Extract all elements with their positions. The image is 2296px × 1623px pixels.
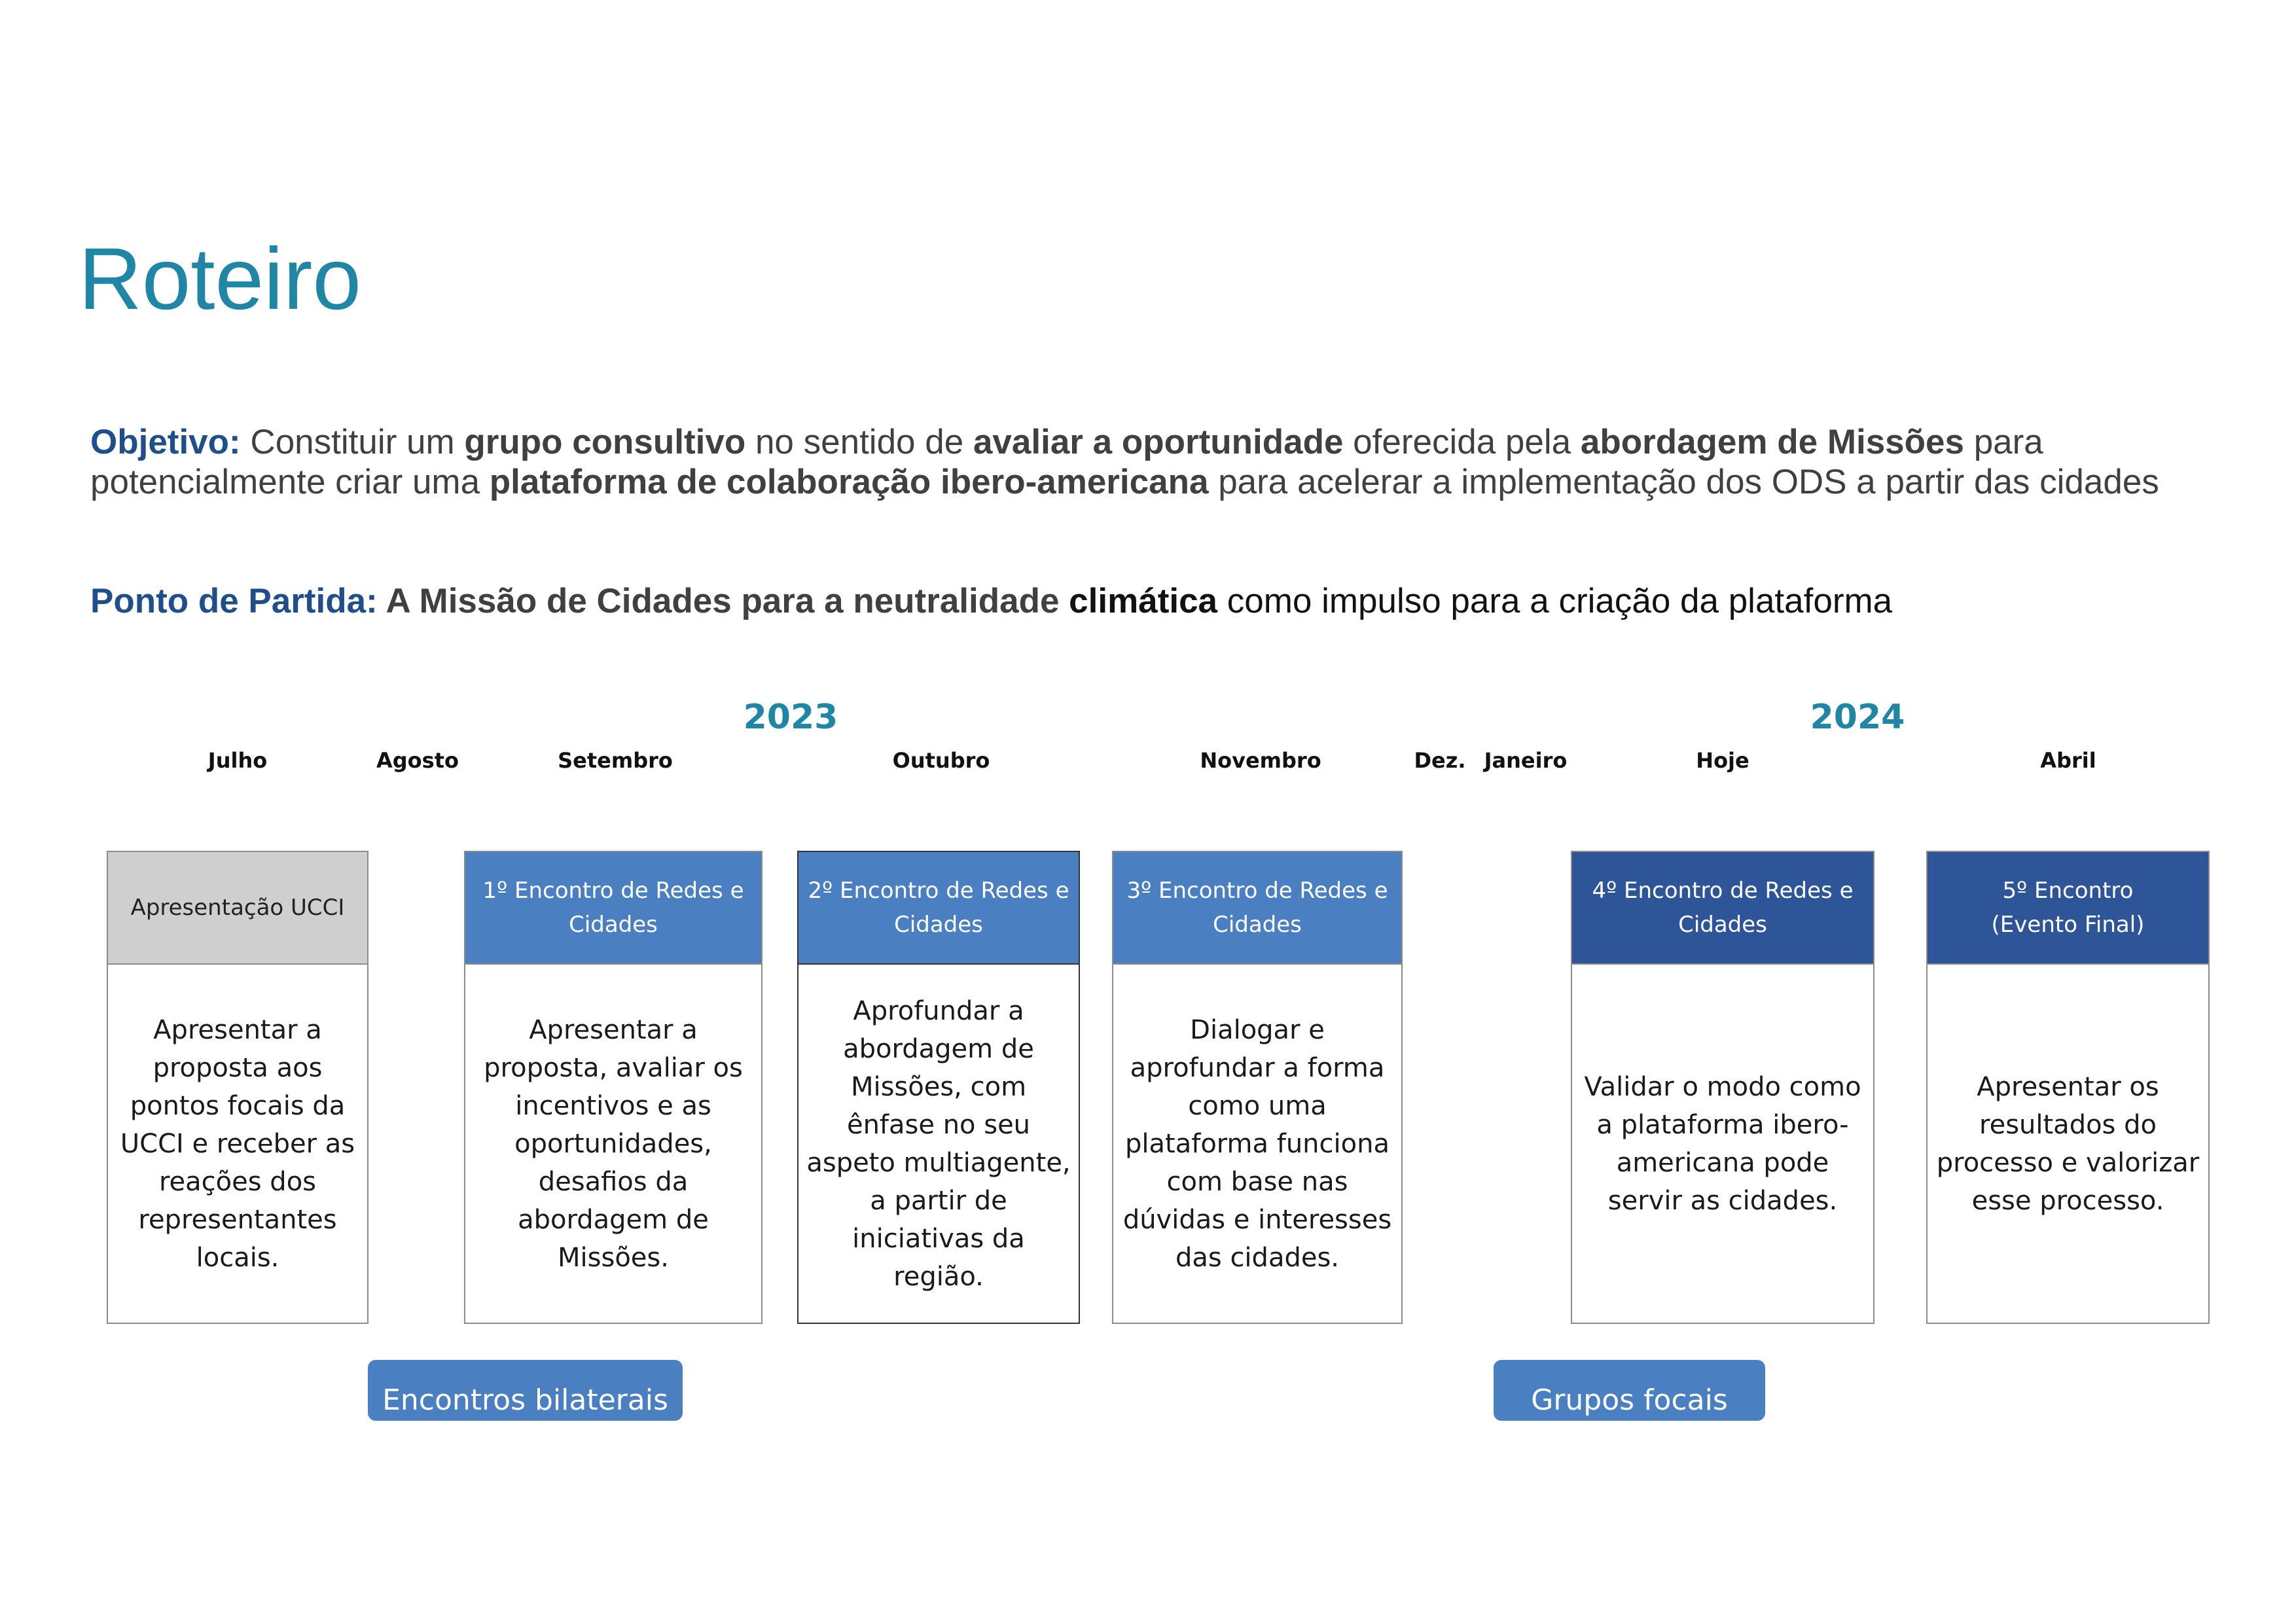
objective-bold: abordagem de Missões — [1580, 423, 1964, 461]
timeline-card-meeting-4 — [1571, 851, 1874, 1324]
card-header: 3º Encontro de Redes e Cidades — [1113, 852, 1401, 965]
starting-point-text: como impulso para a criação da plataforma — [1217, 582, 1893, 620]
page-title: Roteiro — [79, 230, 361, 328]
month-label: Abril — [2040, 748, 2096, 773]
month-label: Setembro — [558, 748, 673, 773]
card-header: 4º Encontro de Redes e Cidades — [1572, 852, 1873, 965]
bilateral-meetings-pill: Encontros bilaterais — [368, 1360, 683, 1421]
focus-groups-pill: Grupos focais — [1494, 1360, 1765, 1421]
objective-text: oferecida pela — [1343, 423, 1581, 461]
year-label-2023: 2023 — [743, 698, 838, 737]
starting-point-paragraph — [90, 581, 2224, 621]
month-label-today: Hoje — [1696, 748, 1749, 773]
card-body: Apresentar a proposta aos pontos focais da UCCI e receber as reações dos representantes locais. — [120, 1014, 355, 1273]
month-label: Julho — [207, 748, 268, 773]
card-header: 2º Encontro de Redes e Cidades — [798, 852, 1079, 965]
month-label: Novembro — [1200, 748, 1321, 773]
month-label: Outubro — [892, 748, 990, 773]
card-body: Aprofundar a abordagem de Missões, com ênfase no seu aspeto multiagente, a partir de iniciativas da região. — [806, 995, 1071, 1292]
starting-point-bold: A Missão de Cidades para a neutralidade — [377, 582, 1069, 620]
timeline-card-meeting-3 — [1112, 851, 1403, 1324]
month-label: Janeiro — [1484, 748, 1568, 773]
timeline-card-ucci — [107, 851, 368, 1324]
timeline-card-meeting-5 — [1926, 851, 2210, 1324]
objective-text: para potencialmente criar uma — [90, 423, 2043, 501]
objective-bold: plataforma de colaboração ibero-americana — [489, 463, 1209, 501]
card-header: 5º Encontro (Evento Final) — [1928, 852, 2208, 965]
card-header: Apresentação UCCI — [108, 852, 367, 965]
card-body: Dialogar e aprofundar a forma como uma plataforma funciona com base nas dúvidas e interesses das cidades. — [1122, 1014, 1392, 1273]
starting-point-emphasis: climática — [1069, 582, 1218, 620]
month-label: Dez. — [1414, 748, 1466, 773]
objective-bold: avaliar a oportunidade — [973, 423, 1344, 461]
card-body: Validar o modo como a plataforma ibero-americana pode servir as cidades. — [1584, 1071, 1861, 1216]
year-label-2024: 2024 — [1810, 698, 1905, 737]
card-header: 1º Encontro de Redes e Cidades — [465, 852, 761, 965]
card-body: Apresentar a proposta, avaliar os incentivos e as oportunidades, desafios da abordagem de Missões. — [484, 1014, 743, 1273]
objective-text: Constituir um — [240, 423, 465, 461]
timeline-card-meeting-1 — [464, 851, 762, 1324]
month-label: Agosto — [376, 748, 459, 773]
starting-point-label: Ponto de Partida: — [90, 582, 378, 620]
card-body: Apresentar os resultados do processo e valorizar esse processo. — [1936, 1071, 2200, 1216]
objective-paragraph — [90, 422, 2224, 502]
objective-bold: grupo consultivo — [464, 423, 746, 461]
objective-text: para acelerar a implementação dos ODS a partir das cidades — [1208, 463, 2159, 501]
objective-text: no sentido de — [745, 423, 973, 461]
timeline-card-meeting-2 — [797, 851, 1080, 1324]
objective-label: Objetivo: — [90, 423, 241, 461]
